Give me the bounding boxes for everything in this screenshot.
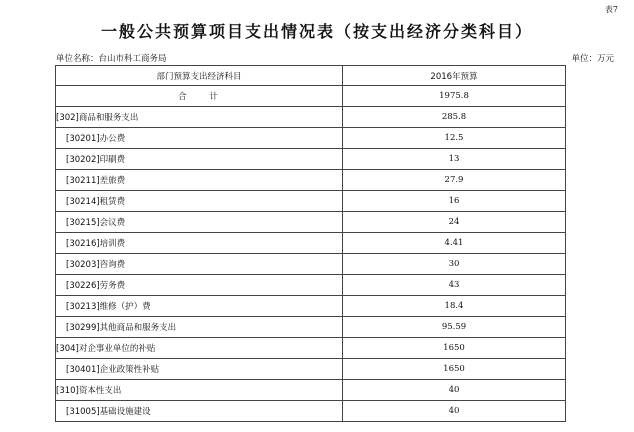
table-row xyxy=(56,359,566,380)
subject-cell: [30215]会议费 xyxy=(56,212,343,233)
table-row xyxy=(56,128,566,149)
budget-table xyxy=(55,65,566,422)
subject-cell: [302]商品和服务支出 xyxy=(56,107,343,128)
column-header-budget: 2016年预算 xyxy=(343,66,566,86)
budget-value-cell: 43 xyxy=(343,275,566,296)
budget-value-cell: 285.8 xyxy=(343,107,566,128)
table-row xyxy=(56,275,566,296)
subject-cell: [30211]差旅费 xyxy=(56,170,343,191)
budget-value-cell: 40 xyxy=(343,401,566,422)
table-row xyxy=(56,212,566,233)
column-header-subject: 部门预算支出经济科目 xyxy=(56,66,343,86)
table-row xyxy=(56,170,566,191)
subject-cell: [30202]印刷费 xyxy=(56,149,343,170)
subject-cell: [30216]培训费 xyxy=(56,233,343,254)
budget-value-cell: 1650 xyxy=(343,359,566,380)
budget-value-cell: 95.59 xyxy=(343,317,566,338)
page-title: 一般公共预算项目支出情况表（按支出经济分类科目） xyxy=(100,22,533,41)
table-body xyxy=(56,86,566,422)
total-row xyxy=(56,86,566,107)
budget-value-cell: 16 xyxy=(343,191,566,212)
budget-value-cell: 24 xyxy=(343,212,566,233)
table-row xyxy=(56,233,566,254)
subject-cell: [30401]企业政策性补贴 xyxy=(56,359,343,380)
budget-value-cell: 27.9 xyxy=(343,170,566,191)
table-row xyxy=(56,296,566,317)
table-row xyxy=(56,401,566,422)
subject-cell: [30299]其他商品和服务支出 xyxy=(56,317,343,338)
table-row xyxy=(56,380,566,401)
subject-cell: [30214]租赁费 xyxy=(56,191,343,212)
table-row xyxy=(56,191,566,212)
subject-cell: [31005]基础设施建设 xyxy=(56,401,343,422)
unit-name-label: 单位名称：台山市科工商务局 xyxy=(56,54,167,64)
subject-cell: [30213]维修（护）费 xyxy=(56,296,343,317)
subject-cell: [30226]劳务费 xyxy=(56,275,343,296)
subject-cell: [30203]咨询费 xyxy=(56,254,343,275)
currency-unit-label: 单位：万元 xyxy=(571,54,614,64)
subject-cell: 合 计 xyxy=(56,86,343,107)
budget-value-cell: 18.4 xyxy=(343,296,566,317)
subject-cell: [310]资本性支出 xyxy=(56,380,343,401)
table-row xyxy=(56,317,566,338)
budget-value-cell: 30 xyxy=(343,254,566,275)
budget-value-cell: 1650 xyxy=(343,338,566,359)
table-number: 表7 xyxy=(604,5,618,14)
budget-value-cell: 40 xyxy=(343,380,566,401)
subject-cell: [304]对企事业单位的补贴 xyxy=(56,338,343,359)
subject-cell: [30201]办公费 xyxy=(56,128,343,149)
budget-value-cell: 4.41 xyxy=(343,233,566,254)
table-header-row xyxy=(56,66,566,86)
budget-value-cell: 12.5 xyxy=(343,128,566,149)
table-row xyxy=(56,254,566,275)
table-row xyxy=(56,149,566,170)
table-row xyxy=(56,338,566,359)
budget-value-cell: 1975.8 xyxy=(343,86,566,107)
budget-value-cell: 13 xyxy=(343,149,566,170)
table-row xyxy=(56,107,566,128)
